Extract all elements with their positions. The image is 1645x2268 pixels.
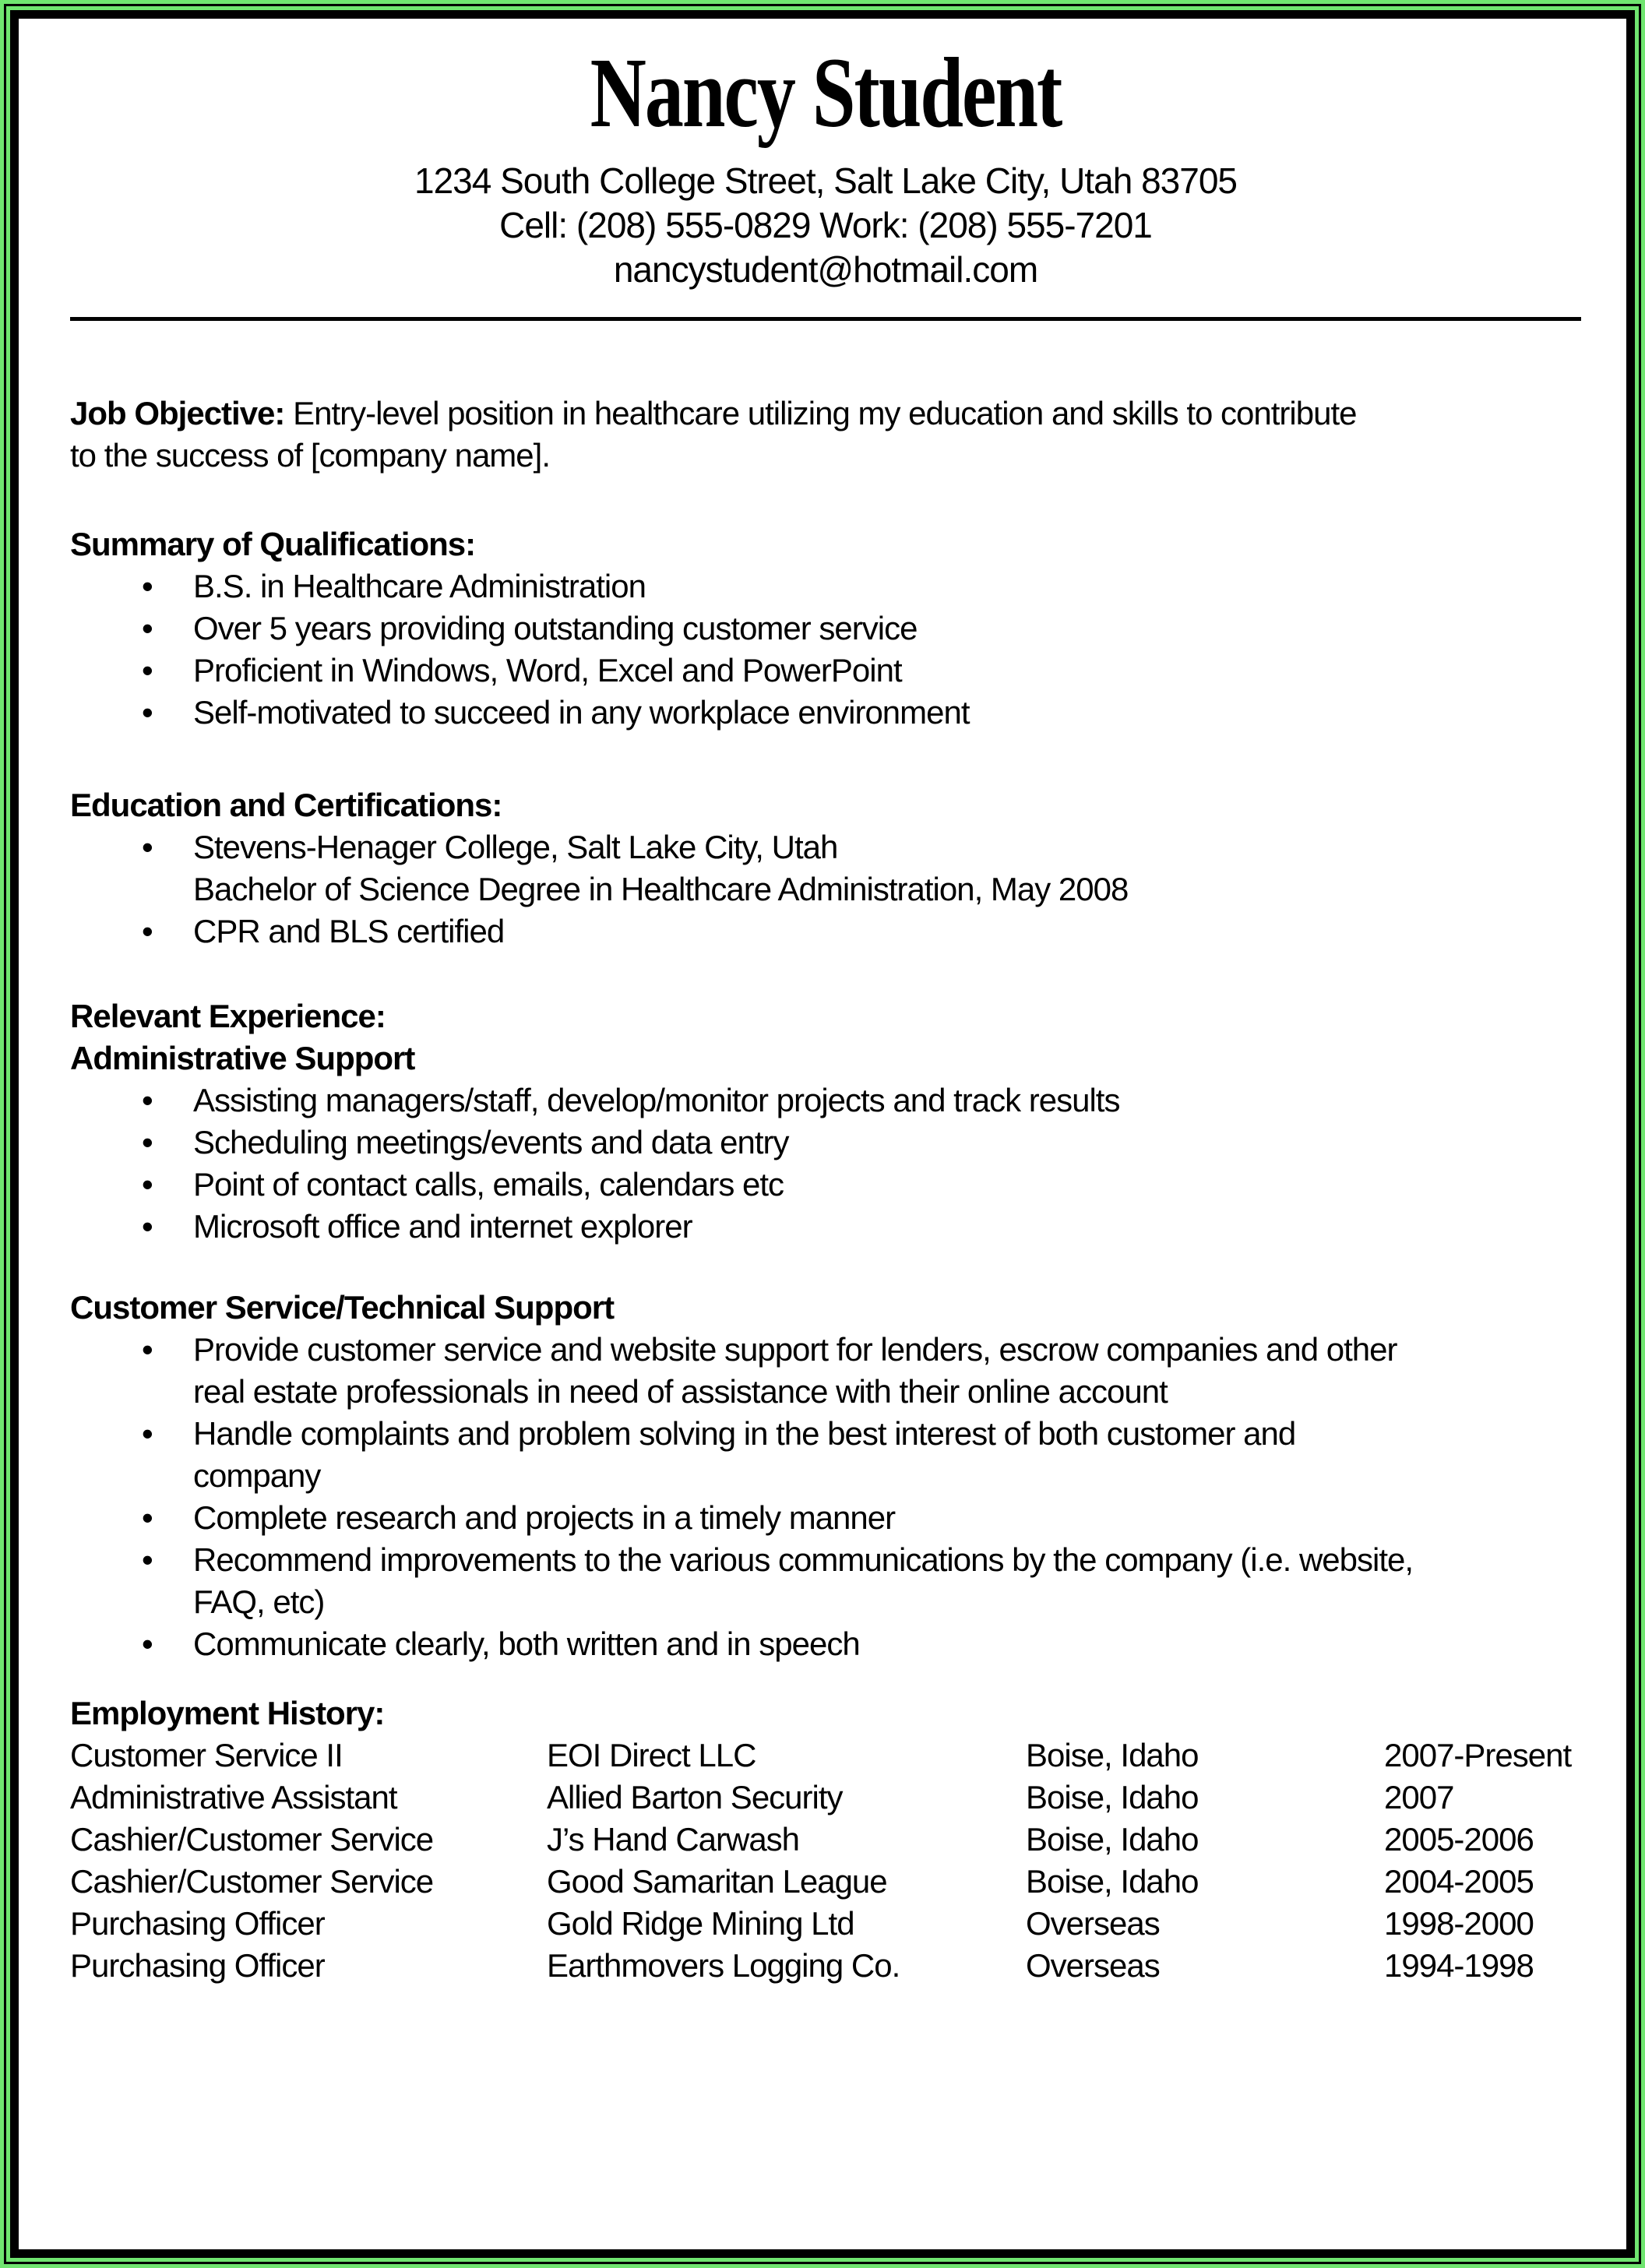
admin-support-heading: Administrative Support	[70, 1040, 415, 1076]
list-item: • CPR and BLS certified	[70, 910, 1581, 953]
list-item: • B.S. in Healthcare Administration	[70, 565, 1581, 608]
job-objective-label: Job Objective:	[70, 395, 285, 431]
summary-list	[70, 565, 1581, 734]
list-item: • Assisting managers/staff, develop/monitor projects and track results	[70, 1079, 1581, 1122]
table-row	[70, 1777, 1581, 1819]
job-title-cell: Administrative Assistant	[70, 1779, 397, 1815]
table-row	[70, 1903, 1581, 1945]
list-item: • Complete research and projects in a timely manner	[70, 1497, 1581, 1539]
list-item	[70, 1539, 1581, 1623]
resume-body	[70, 393, 1581, 1987]
list-item: • Scheduling meetings/events and data entry	[70, 1122, 1581, 1164]
resume-header	[70, 37, 1581, 292]
relevant-experience-heading: Relevant Experience:	[70, 998, 386, 1034]
company-cell: Earthmovers Logging Co.	[547, 1947, 900, 1984]
list-item	[70, 1413, 1581, 1497]
bullet-line: Recommend improvements to the various communications by the company (i.e. website,	[193, 1541, 1414, 1578]
email-line: nancystudent@hotmail.com	[613, 249, 1038, 290]
bullet-line: real estate professionals in need of assistance with their online account	[193, 1373, 1168, 1410]
job-title-cell: Purchasing Officer	[70, 1947, 325, 1984]
page-title	[70, 37, 1581, 159]
table-row	[70, 1819, 1581, 1861]
admin-support-list	[70, 1079, 1581, 1248]
location-cell: Boise, Idaho	[1026, 1779, 1199, 1815]
job-title-cell: Purchasing Officer	[70, 1905, 325, 1942]
phone-line: Cell: (208) 555-0829 Work: (208) 555-7201	[499, 205, 1152, 245]
location-cell: Boise, Idaho	[1026, 1821, 1199, 1858]
location-cell: Boise, Idaho	[1026, 1737, 1199, 1773]
company-cell: J’s Hand Carwash	[547, 1821, 800, 1858]
bullet-line: company	[193, 1457, 321, 1494]
company-cell: EOI Direct LLC	[547, 1737, 756, 1773]
customer-support-list	[70, 1329, 1581, 1665]
dates-cell: 2007	[1384, 1779, 1454, 1815]
decorative-frame	[4, 4, 1641, 2264]
header-divider	[70, 317, 1581, 321]
bullet-line: FAQ, etc)	[193, 1583, 325, 1620]
dates-cell: 2007-Present	[1384, 1737, 1572, 1773]
location-cell: Overseas	[1026, 1947, 1160, 1984]
resume-page	[10, 10, 1635, 2258]
summary-heading: Summary of Qualifications:	[70, 526, 476, 562]
education-list	[70, 826, 1581, 953]
education-heading: Education and Certifications:	[70, 787, 502, 823]
location-cell: Boise, Idaho	[1026, 1863, 1199, 1900]
dates-cell: 2005-2006	[1384, 1821, 1534, 1858]
list-item: • Communicate clearly, both written and in speech	[70, 1623, 1581, 1665]
job-title-cell: Cashier/Customer Service	[70, 1821, 434, 1858]
education-school: Stevens-Henager College, Salt Lake City, Utah	[193, 829, 838, 865]
list-item: • Point of contact calls, emails, calendars etc	[70, 1164, 1581, 1206]
job-objective-line1: Entry-level position in healthcare utilizing my education and skills to contribute	[284, 395, 1357, 431]
table-row	[70, 1861, 1581, 1903]
list-item: • Self-motivated to succeed in any workplace environment	[70, 692, 1581, 734]
list-item: • Proficient in Windows, Word, Excel and PowerPoint	[70, 650, 1581, 692]
bullet-line: Handle complaints and problem solving in the best interest of both customer and	[193, 1415, 1296, 1452]
location-cell: Overseas	[1026, 1905, 1160, 1942]
address-line: 1234 South College Street, Salt Lake City, Utah 83705	[414, 160, 1237, 201]
list-item: • Microsoft office and internet explorer	[70, 1206, 1581, 1248]
company-cell: Allied Barton Security	[547, 1779, 843, 1815]
bullet-line: Provide customer service and website support for lenders, escrow companies and other	[193, 1331, 1397, 1368]
job-title-cell: Customer Service II	[70, 1737, 343, 1773]
job-objective-line2: to the success of [company name].	[70, 437, 550, 474]
company-cell: Gold Ridge Mining Ltd	[547, 1905, 854, 1942]
dates-cell: 1994-1998	[1384, 1947, 1534, 1984]
customer-support-heading: Customer Service/Technical Support	[70, 1289, 615, 1326]
company-cell: Good Samaritan League	[547, 1863, 887, 1900]
person-name: Nancy Student	[590, 37, 1062, 149]
list-item	[70, 1329, 1581, 1413]
job-objective-paragraph	[70, 393, 1581, 477]
employment-heading: Employment History:	[70, 1695, 385, 1731]
table-row	[70, 1734, 1581, 1777]
dates-cell: 1998-2000	[1384, 1905, 1534, 1942]
list-item	[70, 826, 1581, 910]
list-item: • Over 5 years providing outstanding customer service	[70, 608, 1581, 650]
education-degree: Bachelor of Science Degree in Healthcare Administration, May 2008	[193, 871, 1129, 907]
employment-table	[70, 1734, 1581, 1987]
job-title-cell: Cashier/Customer Service	[70, 1863, 434, 1900]
table-row	[70, 1945, 1581, 1987]
dates-cell: 2004-2005	[1384, 1863, 1534, 1900]
